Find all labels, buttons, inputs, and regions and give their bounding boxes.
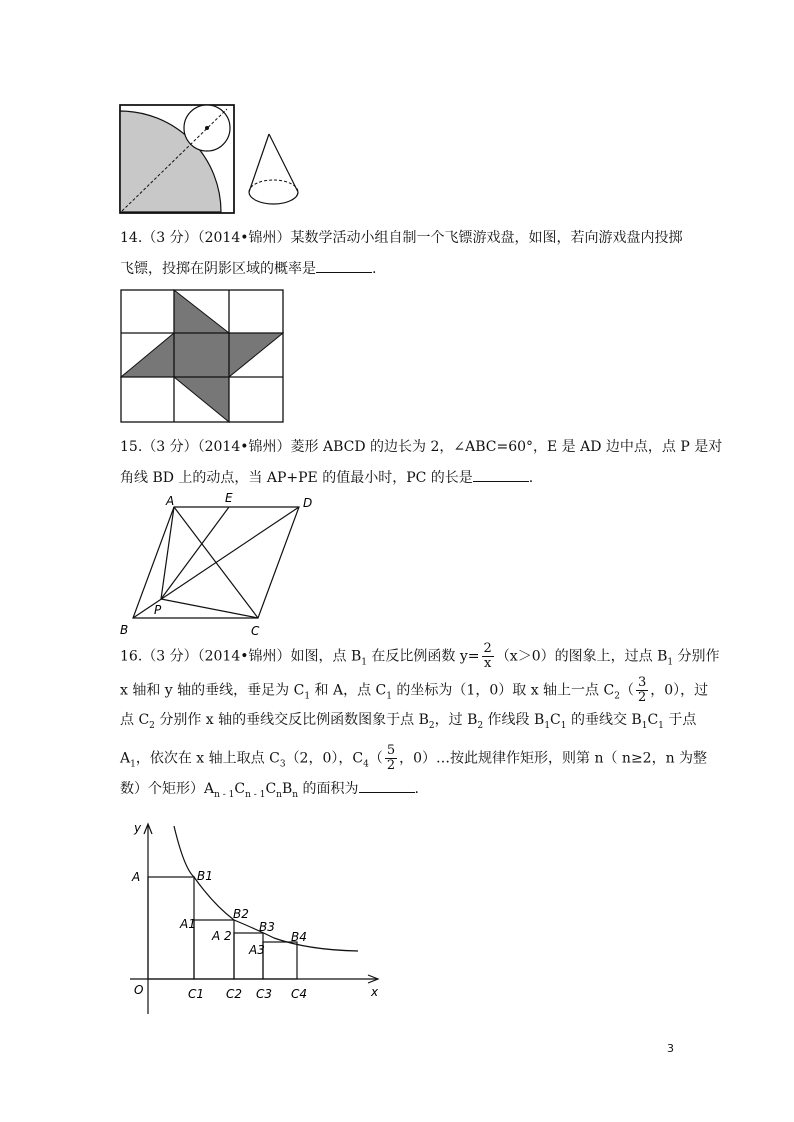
figure-dartboard	[120, 289, 284, 423]
label-A2: A 2	[212, 929, 232, 943]
label-C3: C3	[256, 987, 273, 1001]
label-y-axis: y	[134, 821, 142, 835]
answer-blank	[316, 258, 372, 273]
label-A1: A1	[180, 917, 196, 931]
page-number: 3	[667, 1042, 674, 1055]
figure-rhombus	[116, 490, 326, 640]
answer-blank	[359, 778, 415, 793]
label-B3: B3	[259, 920, 275, 934]
fraction-2-over-x: $\frac{2}{x}$	[483, 641, 492, 671]
q16-line4: $A_1$，依次在 x 轴上取点 $C_3(2$，0），$C_4$（ $\frac{5}{2}$ ，0）…按此规律作矩形，则第 n（ n≥2，n 为整	[120, 743, 708, 773]
q15-line1: 15.（3 分）（2014•锦州）菱形 ABCD 的边长为 2，∠ABC=60°，E 是 AD 边中点，点 P 是对	[120, 439, 723, 455]
label-D: D	[303, 496, 313, 510]
label-C1: C1	[188, 987, 205, 1001]
label-A3: A3	[249, 943, 265, 957]
label-C: C	[251, 624, 260, 638]
q16-line2: x 轴和 y 轴的垂线，垂足为 $C_1$ 和 A，点 $C_1$ 的坐标为（1，0）取 x 轴上一点 $C_2$（ $\frac{3}{2}$ ，0），过	[120, 675, 709, 705]
label-C4: C4	[291, 987, 308, 1001]
q15-line2: 角线 BD 上的动点，当 AP+PE 的值最小时，PC 的长是 .	[120, 467, 720, 488]
fraction-5-over-2: $\frac{5}{2}$	[386, 743, 396, 773]
figure-hyperbola-rectangles	[128, 818, 390, 1018]
label-B: B	[120, 623, 129, 637]
q14-line2: 飞镖，投掷在阴影区域的概率是 .	[120, 258, 720, 279]
answer-blank	[473, 467, 529, 482]
figure-sector-cone	[119, 104, 309, 216]
question-14	[120, 228, 720, 279]
label-O: O	[134, 983, 144, 997]
label-B1: B1	[197, 869, 213, 883]
label-A: A	[166, 494, 175, 508]
label-B4: B4	[291, 930, 307, 944]
q16-line3: 点 $C_2$ 分别作 x 轴的垂线交反比例函数图象于点 $B_2$，过 $B_2$ 作线段 $B_1C_1$ 的垂线交 $B_1C_1$ 于点	[120, 712, 697, 731]
label-E: E	[225, 491, 233, 505]
label-x-axis: x	[371, 985, 379, 999]
label-A: A	[132, 870, 141, 884]
q14-line1: 14.（3 分）（2014•锦州）某数学活动小组自制一个飞镖游戏盘，如图，若向游戏盘内投掷	[120, 230, 683, 246]
q16-line5: 数）个矩形）$A_{n - 1}C_{n - 1}C_nB_n$ 的面积为 .	[120, 778, 720, 805]
question-16	[120, 642, 720, 805]
label-B2: B2	[233, 907, 249, 921]
label-P: P	[154, 603, 162, 617]
label-C2: C2	[226, 987, 243, 1001]
fraction-3-over-2: $\frac{3}{2}$	[637, 675, 647, 705]
q16-line1: 16.（3 分）（2014•锦州）如图，点 $B_1$ 在反比例函数 y= $\frac{2}{x}$ （x＞0）的图象上，过点 $B_1$ 分别作	[120, 641, 720, 671]
question-15	[120, 437, 723, 488]
